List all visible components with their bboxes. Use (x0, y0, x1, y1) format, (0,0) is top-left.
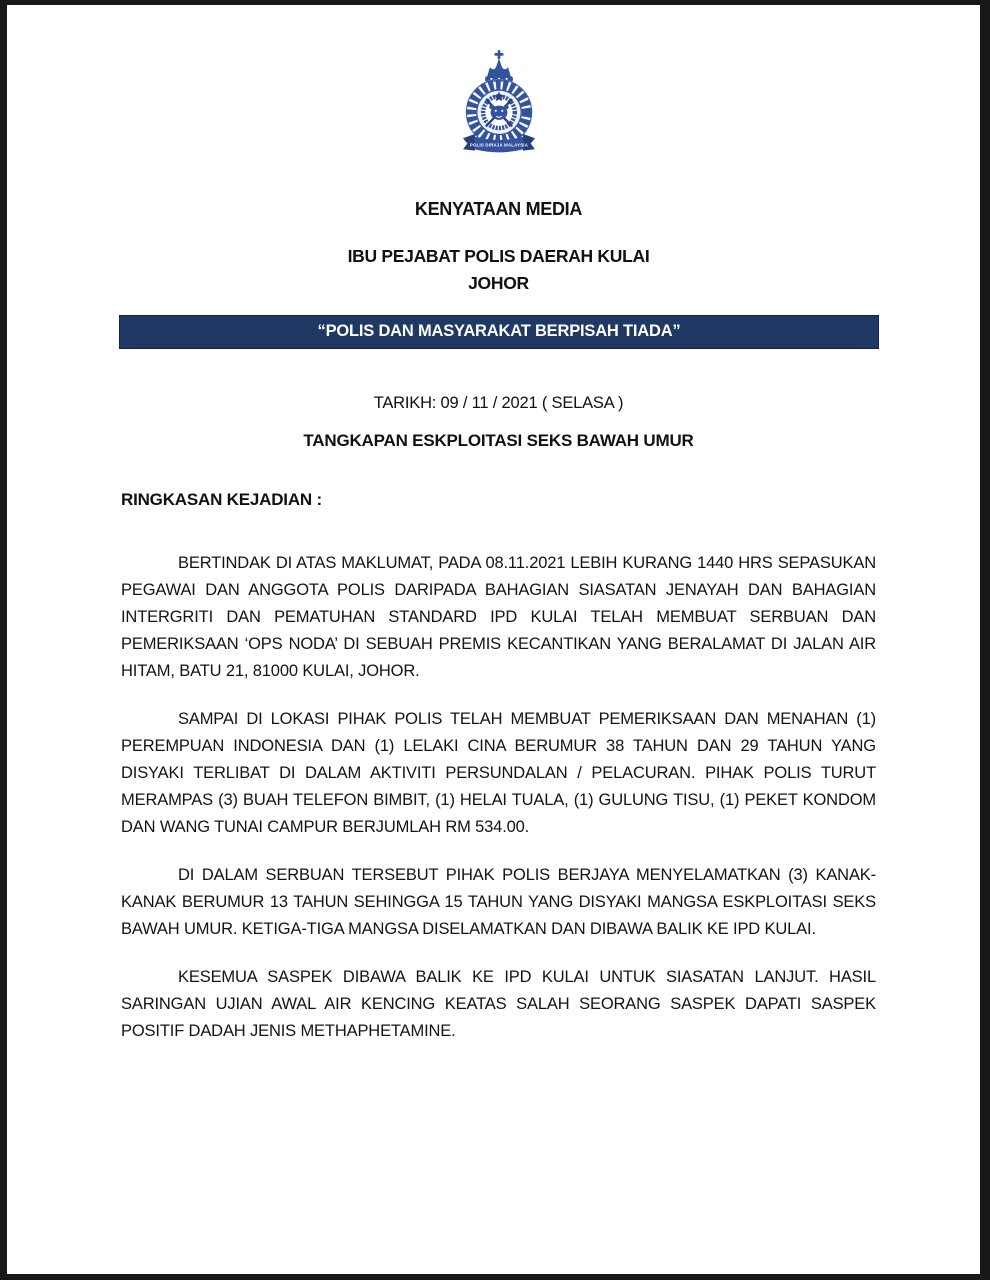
pdrm-crest-icon (451, 49, 547, 166)
document-type-title: KENYATAAN MEDIA (414, 199, 583, 219)
office-title (121, 243, 876, 297)
office-line-1: IBU PEJABAT POLIS DAERAH KULAI (347, 246, 650, 266)
office-line-2: JOHOR (468, 273, 529, 293)
subject-title: TANGKAPAN ESKPLOITASI SEKS BAWAH UMUR (303, 431, 694, 450)
document-content (7, 5, 980, 1045)
document-page (7, 5, 980, 1274)
motto-banner: “POLIS DAN MASYARAKAT BERPISAH TIADA” (119, 315, 879, 349)
crest-ribbon-text: POLIS DIRAJA MALAYSIA (469, 142, 528, 148)
section-heading: RINGKASAN KEJADIAN : (121, 490, 322, 509)
paragraph-4: KESEMUA SASPEK DIBAWA BALIK KE IPD KULAI UNTUK SIASATAN LANJUT. HASIL SARINGAN UJIAN AWAL AIR KENCING KEATAS SALAH SEORANG SASPEK DAPATI SASPEK POSITIF DADAH JENIS METHAPHETAMINE. (121, 968, 876, 1040)
body-text (121, 550, 876, 1045)
paragraph-1: BERTINDAK DI ATAS MAKLUMAT, PADA 08.11.2021 LEBIH KURANG 1440 HRS SEPASUKAN PEGAWAI DAN ANGGOTA POLIS DARIPADA BAHAGIAN SIASATAN JENAYAH DAN BAHAGIAN INTERGRITI DAN PEMATUHAN STANDARD IPD KULAI TELAH MEMBUAT SERBUAN DAN PEMERIKSAAN ‘OPS NODA’ DI SEBUAH PREMIS KECANTIKAN YANG BERALAMAT DI JALAN AIR HITAM, BATU 21, 81000 KULAI, JOHOR. (121, 554, 876, 680)
logo-container (121, 49, 876, 166)
paragraph-3: DI DALAM SERBUAN TERSEBUT PIHAK POLIS BERJAYA MENYELAMATKAN (3) KANAK-KANAK BERUMUR 13 TAHUN SEHINGGA 15 TAHUN YANG DISYAKI MANGSA ESKPLOITASI SEKS BAWAH UMUR. KETIGA-TIGA MANGSA DISELAMATKAN DAN DIBAWA BALIK KE IPD KULAI. (121, 866, 876, 938)
date-line: TARIKH: 09 / 11 / 2021 ( SELASA ) (373, 394, 624, 412)
paragraph-2: SAMPAI DI LOKASI PIHAK POLIS TELAH MEMBUAT PEMERIKSAAN DAN MENAHAN (1) PEREMPUAN INDONESIA DAN (1) LELAKI CINA BERUMUR 38 TAHUN DAN 29 TAHUN YANG DISYAKI TERLIBAT DI DALAM AKTIVITI PERSUNDALAN / PELACURAN. PIHAK POLIS TURUT MERAMPAS (3) BUAH TELEFON BIMBIT, (1) HELAI TUALA, (1) GULUNG TISU, (1) PEKET KONDOM DAN WANG TUNAI CAMPUR BERJUMLAH RM 534.00. (121, 710, 876, 836)
